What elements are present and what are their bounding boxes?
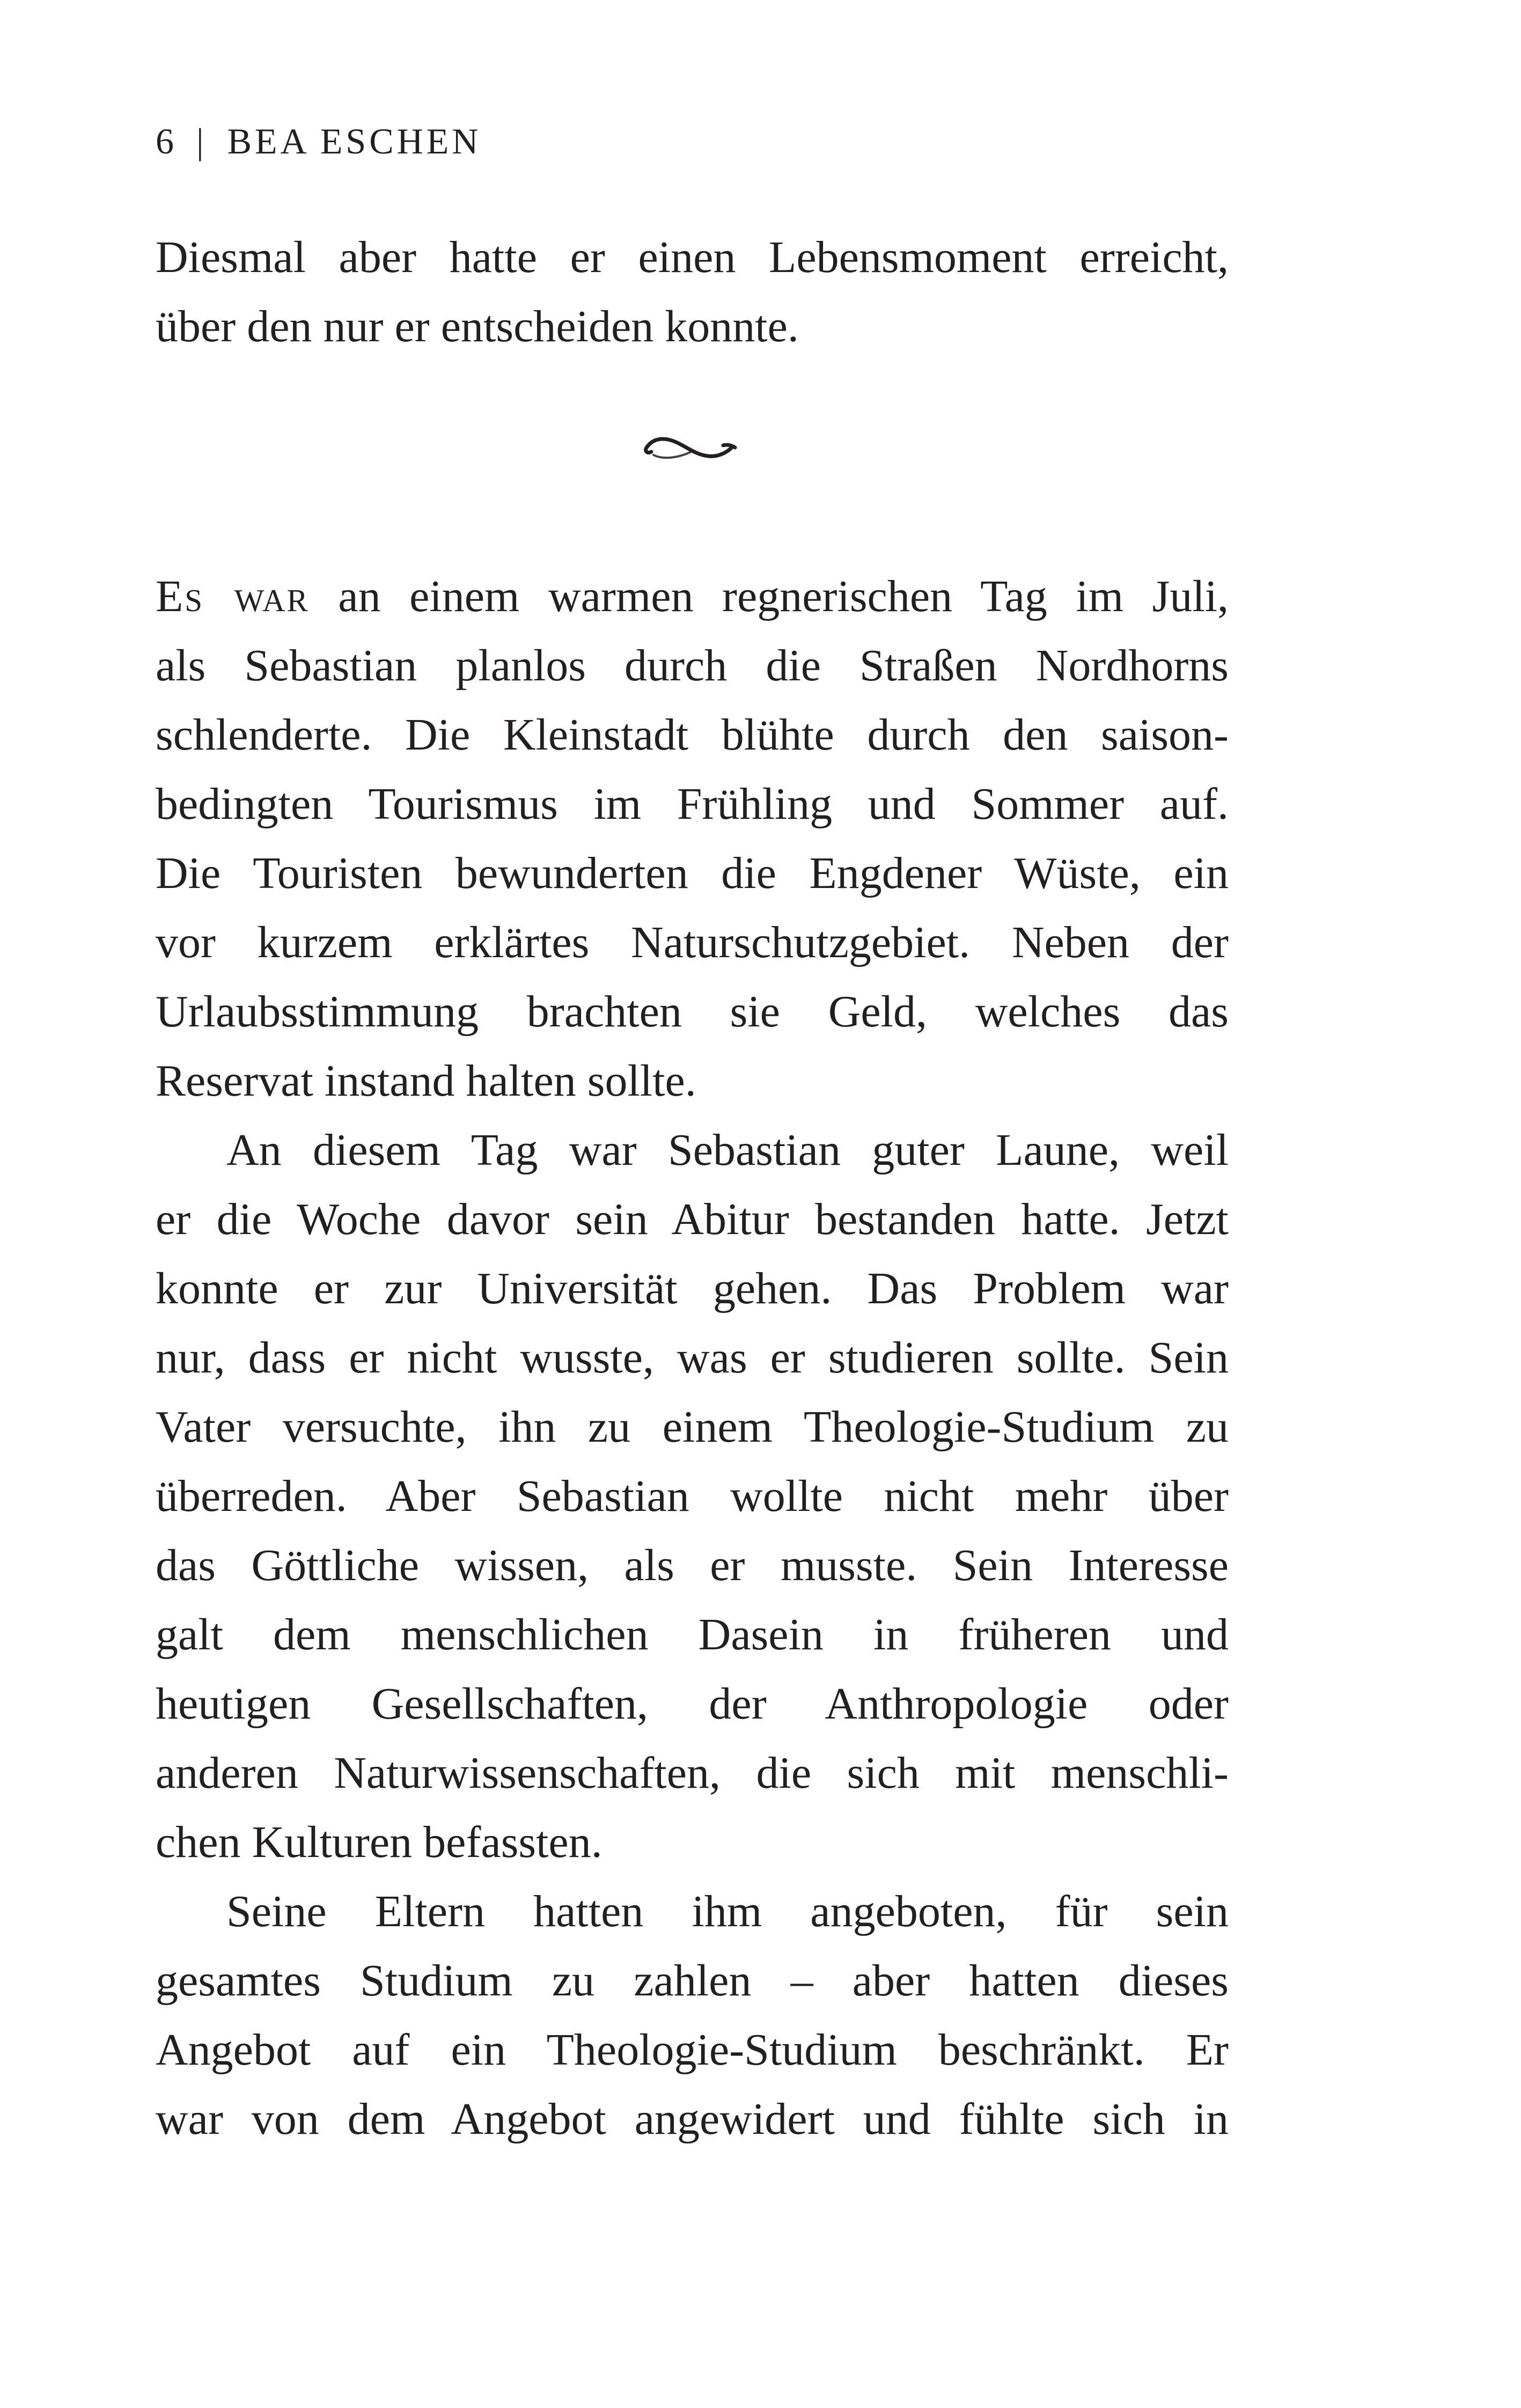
text-line: heutigen Gesellschaften, der Anthropologie oder [156,1679,1229,1729]
text-line: Reservat instand halten sollte. [156,1056,696,1106]
text-line: er die Woche davor sein Abitur bestanden hatte. Jetzt [156,1194,1229,1244]
text-line: das Göttliche wissen, als er musste. Sein Interesse [156,1540,1229,1590]
text-line: Urlaubsstimmung brachten sie Geld, welches das [156,987,1229,1037]
text-line: Vater versuchte, ihn zu einem Theologie-Studium zu [156,1402,1229,1452]
text-line: nur, dass er nicht wusste, was er studieren sollte. Sein [156,1333,1229,1383]
text-line: Angebot auf ein Theologie-Studium beschränkt. Er [156,2025,1229,2075]
header-separator: | [196,121,207,161]
text-line: schlenderte. Die Kleinstadt blühte durch den saison- [156,710,1229,760]
text-line: war von dem Angebot angewidert und fühlte sich in [156,2094,1229,2144]
page-number: 6 [156,121,177,161]
text-line: konnte er zur Universität gehen. Das Problem war [156,1264,1229,1313]
text-line: Die Touristen bewunderten die Engdener Wüste, ein [156,848,1229,898]
tilde-swirl-ornament-icon [643,434,739,468]
section-two-text [156,562,1229,2154]
author-name: BEA ESCHEN [227,121,482,161]
section-one-text [156,223,1229,361]
text-line: anderen Naturwissenschaften, die sich mit menschli- [156,1748,1229,1798]
text-line: vor kurzem erklärtes Naturschutzgebiet. Neben der [156,917,1229,967]
paragraph-first-line: An diesem Tag war Sebastian guter Laune, weil [226,1125,1229,1175]
text-line: als Sebastian planlos durch die Straßen Nordhorns [156,641,1229,691]
paragraph-first-line: Seine Eltern hatten ihm angeboten, für sein [226,1886,1229,1936]
text-line: galt dem menschlichen Dasein in früheren und [156,1610,1229,1660]
text-line: über den nur er entscheiden konnte. [156,302,799,351]
text-line: gesamtes Studium zu zahlen – aber hatten dieses [156,1956,1229,2006]
running-head [156,117,481,165]
text-line: bedingten Tourismus im Frühling und Sommer auf. [156,779,1229,829]
text-line: Diesmal aber hatte er einen Lebensmoment erreicht, [156,232,1229,282]
opening-line [156,562,1229,631]
text-line: chen Kulturen befassten. [156,1817,602,1867]
text-line: überreden. Aber Sebastian wollte nicht mehr über [156,1471,1229,1521]
opening-smallcaps: Es war [156,571,310,621]
opening-line-rest: an einem warmen regnerischen Tag im Juli, [338,571,1229,621]
